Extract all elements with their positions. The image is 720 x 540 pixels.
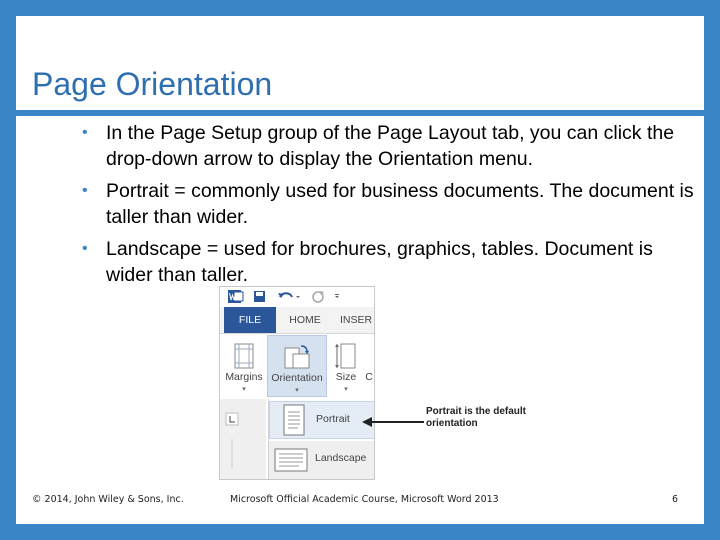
menu-item-landscape[interactable]: [269, 441, 375, 479]
orientation-icon: [283, 344, 311, 372]
landscape-icon: [271, 441, 313, 477]
word-ribbon-screenshot: [219, 286, 375, 480]
customize-qat-icon: [335, 294, 339, 298]
columns-label: C: [365, 371, 373, 383]
chevron-down-icon: ▾: [295, 387, 299, 394]
chevron-down-icon: ▾: [344, 386, 348, 393]
callout-text: [426, 406, 546, 430]
tab-insert[interactable]: INSER: [339, 314, 373, 326]
ruler-markers: [220, 399, 266, 479]
word-logo-icon: [228, 290, 243, 303]
redo-icon: [313, 291, 324, 302]
bullet-dot: •: [82, 182, 88, 199]
menu-item-portrait[interactable]: [269, 401, 375, 439]
quick-access-icons: [220, 287, 374, 307]
size-icon: [335, 343, 357, 369]
footer-copyright: © 2014, John Wiley & Sons, Inc.: [32, 494, 184, 505]
bullet-item: [76, 236, 696, 288]
ruler-sidebar: [220, 399, 266, 479]
bullet-dot: •: [82, 124, 88, 141]
callout-line-2: orientation: [426, 418, 478, 429]
bullet-dot: •: [82, 240, 88, 257]
bullet-text: In the Page Setup group of the Page Layout tab, you can click the drop-down arrow to display the Orientation menu.: [106, 122, 675, 170]
orientation-button[interactable]: [267, 335, 327, 397]
tab-file[interactable]: FILE: [224, 307, 276, 333]
chevron-down-icon: ▾: [242, 386, 246, 393]
margins-icon: [233, 343, 255, 369]
bullet-text: Portrait = commonly used for business documents. The document is taller than wider.: [106, 180, 694, 228]
bullet-text: Landscape = used for brochures, graphics, tables. Document is wider than taller.: [106, 238, 653, 286]
orientation-label: Orientation: [271, 372, 323, 384]
save-icon: [254, 291, 265, 302]
orientation-menu: [268, 399, 375, 479]
tab-home[interactable]: HOME: [289, 314, 321, 326]
quick-access-toolbar: [220, 287, 374, 307]
size-button[interactable]: [330, 335, 362, 397]
bullet-item: [76, 178, 696, 230]
bullet-list: [76, 120, 696, 294]
callout-line: [370, 421, 424, 423]
portrait-icon: [274, 402, 314, 438]
callout-line-1: Portrait is the default: [426, 406, 527, 417]
ribbon-tabs: [220, 307, 374, 334]
footer-course: Microsoft Official Academic Course, Microsoft Word 2013: [230, 494, 499, 505]
portrait-label: Portrait: [316, 413, 350, 425]
undo-icon: [278, 293, 300, 298]
columns-button-partial[interactable]: [364, 335, 374, 397]
footer-page-number: 6: [672, 494, 679, 505]
slide-title: Page Orientation: [32, 66, 273, 102]
title-divider: [16, 110, 706, 116]
size-label: Size: [335, 371, 357, 383]
landscape-label: Landscape: [315, 452, 367, 464]
margins-label: Margins: [225, 371, 263, 383]
bullet-item: [76, 120, 696, 172]
margins-button[interactable]: [222, 335, 266, 397]
